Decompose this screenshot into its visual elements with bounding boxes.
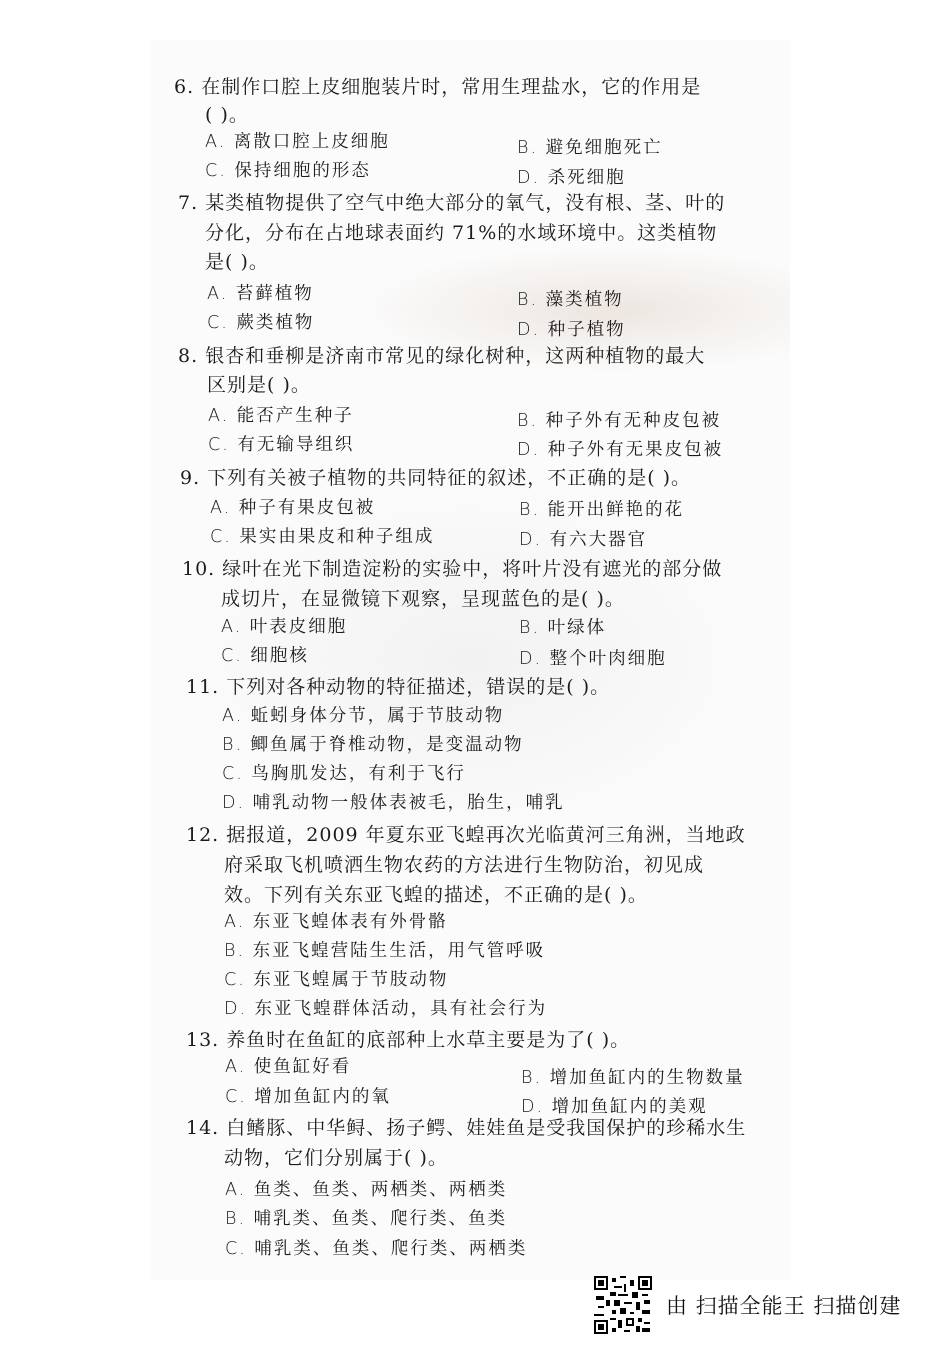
option-13-c: C. 增加鱼缸内的氧 [225,1087,391,1107]
question-text: 在制作口腔上皮细胞装片时，常用生理盐水，它的作用是 [201,76,702,98]
option-9-d: D. 有六大器官 [519,530,648,550]
question-10-line-2: 成切片，在显微镜下观察，呈现蓝色的是( )。 [221,588,625,610]
question-number: 6. [174,76,195,98]
option-9-a: A. 种子有果皮包被 [210,498,376,518]
option-7-b: B. 藻类植物 [517,290,624,310]
question-8-line-2: 区别是( )。 [207,374,311,396]
option-6-a: A. 离散口腔上皮细胞 [205,132,390,152]
question-10-line-1 [182,554,722,584]
question-text: 养鱼时在鱼缸的底部种上水草主要是为了( )。 [226,1029,631,1051]
question-13-line-1 [186,1025,630,1055]
question-number: 14. [186,1117,220,1139]
option-7-c: C. 蕨类植物 [207,313,315,333]
option-8-c: C. 有无输导组织 [208,435,355,455]
option-8-b: B. 种子外有无种皮包被 [517,411,722,431]
question-6-line-1 [174,72,701,102]
option-11-a: A. 蚯蚓身体分节，属于节肢动物 [222,706,505,726]
option-9-c: C. 果实由果皮和种子组成 [210,527,435,547]
question-12-line-2: 府采取飞机喷洒生物农药的方法进行生物防治，初见成 [224,854,705,876]
question-7-line-1 [178,188,725,218]
question-8-line-1 [178,341,705,371]
option-10-d: D. 整个叶肉细胞 [519,649,667,669]
option-11-d: D. 哺乳动物一般体表被毛，胎生，哺乳 [222,793,565,813]
option-12-b: B. 东亚飞蝗营陆生生活，用气管呼吸 [224,941,546,961]
option-6-c: C. 保持细胞的形态 [205,161,371,181]
question-number: 11. [186,676,220,698]
question-text: 下列对各种动物的特征描述，错误的是( )。 [226,676,611,698]
question-number: 9. [180,467,201,489]
question-text: 下列有关被子植物的共同特征的叙述，不正确的是( )。 [207,467,692,489]
question-11-line-1 [186,672,610,702]
option-8-d: D. 种子外有无果皮包被 [517,440,724,460]
question-6-line-2: ( )。 [205,104,249,126]
question-number: 7. [178,192,199,214]
scanner-footer [594,1275,901,1335]
question-7-line-2: 分化，分布在占地球表面约 71%的水域环境中。这类植物 [205,222,718,244]
option-14-b: B. 哺乳类、鱼类、爬行类、鱼类 [225,1209,508,1229]
option-12-a: A. 东亚飞蝗体表有外骨骼 [224,912,448,932]
option-7-a: A. 苔藓植物 [207,284,314,304]
question-9-line-1 [180,463,691,493]
option-6-b: B. 避免细胞死亡 [517,138,663,158]
question-number: 13. [186,1029,220,1051]
option-8-a: A. 能否产生种子 [208,406,354,426]
question-text: 某类植物提供了空气中绝大部分的氧气，没有根、茎、叶的 [205,192,726,214]
option-10-a: A. 叶表皮细胞 [221,617,348,637]
question-number: 8. [178,345,199,367]
option-11-b: B. 鲫鱼属于脊椎动物，是变温动物 [222,735,524,755]
option-13-a: A. 使鱼缸好看 [225,1057,352,1077]
question-number: 12. [186,824,220,846]
option-14-c: C. 哺乳类、鱼类、爬行类、两栖类 [225,1239,528,1259]
option-10-c: C. 细胞核 [221,646,309,666]
question-7-line-3: 是( )。 [205,251,269,273]
question-12-line-3: 效。下列有关东亚飞蝗的描述，不正确的是( )。 [224,884,648,906]
question-12-line-1 [186,820,746,850]
option-11-c: C. 鸟胸肌发达，有利于飞行 [222,764,466,784]
option-13-d: D. 增加鱼缸内的美观 [521,1097,708,1117]
qr-code-icon[interactable] [594,1276,652,1334]
question-14-line-1 [186,1113,746,1143]
option-12-d: D. 东亚飞蝗群体活动，具有社会行为 [224,999,548,1019]
option-10-b: B. 叶绿体 [519,618,607,638]
scanner-watermark-text: 由 扫描全能王 扫描创建 [666,1294,902,1318]
option-7-d: D. 种子植物 [517,320,626,340]
question-text: 绿叶在光下制造淀粉的实验中，将叶片没有遮光的部分做 [222,558,723,580]
question-14-line-2: 动物，它们分别属于( )。 [224,1147,448,1169]
option-13-b: B. 增加鱼缸内的生物数量 [521,1068,745,1088]
option-9-b: B. 能开出鲜艳的花 [519,500,685,520]
question-text: 银杏和垂柳是济南市常见的绿化树种，这两种植物的最大 [205,345,706,367]
option-6-d: D. 杀死细胞 [517,168,626,188]
option-12-c: C. 东亚飞蝗属于节肢动物 [224,970,449,990]
question-number: 10. [182,558,216,580]
question-text: 据报道，2009 年夏东亚飞蝗再次光临黄河三角洲，当地政 [226,824,746,846]
option-14-a: A. 鱼类、鱼类、两栖类、两栖类 [225,1180,508,1200]
question-text: 白鳍豚、中华鲟、扬子鳄、娃娃鱼是受我国保护的珍稀水生 [226,1117,747,1139]
